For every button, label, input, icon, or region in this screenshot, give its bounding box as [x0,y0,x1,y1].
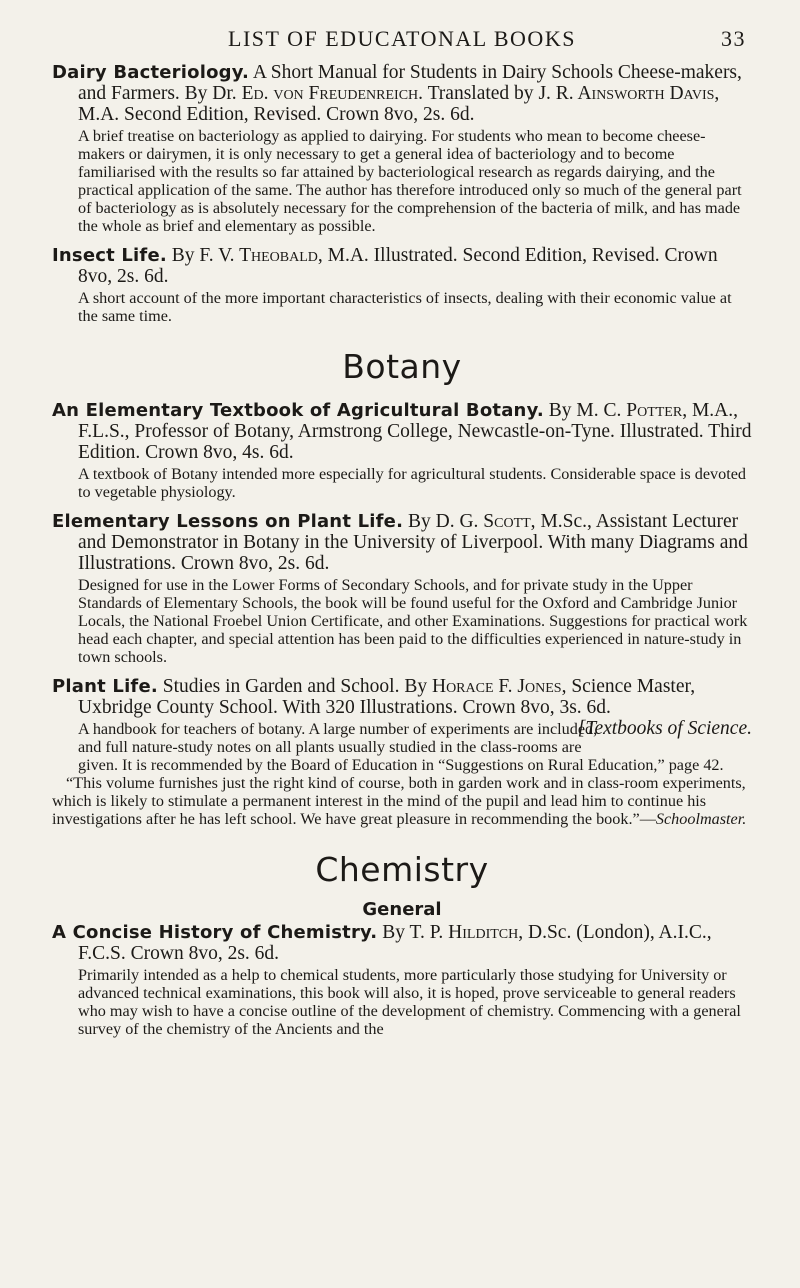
book-description: Primarily intended as a help to chemical students, more particularly those studying for University or advanced technical examinations, this book will also, it is hoped, prove serviceable to general readers who may wish to have a concise outline of the development of chemistry. Commencing with a general survey of the chemistry of the Ancients and the [78,966,741,1038]
book-heading [52,400,752,463]
section-title-botany: Botany [342,347,462,386]
book-heading [52,676,752,739]
book-title: Plant Life. [52,676,158,697]
subsection-title-general: General [362,899,442,920]
book-description: A textbook of Botany intended more especially for agricultural students. Considerable space is devoted to vegetable physiology. [78,465,747,501]
book-byline: M.A. Illustrated. Second Edition, Revised. Crown 8vo, 2s. 6d. [78,245,718,287]
book-byline: D.Sc. (London), A.I.C., F.C.S. Crown 8vo, 2s. 6d. [78,922,712,964]
book-byline: A Short Manual for Students in Dairy Schools Cheese-makers, and Farmers. By Dr. [78,62,742,104]
book-author: J. R. Ainsworth Davis, [538,83,720,104]
book-heading [52,922,752,964]
book-author: Hilditch, [448,922,524,943]
book-byline: Science Master, Uxbridge County School. With 320 Illustrations. Crown 8vo, 3s. 6d. [78,676,696,718]
review-quote [52,774,752,828]
book-entry-history-chemistry [52,922,752,1038]
book-entry-plant-life [52,676,752,828]
book-description: A handbook for teachers of botany. A large number of experiments are included, and full nature-study notes on all plants usually studied in the class-rooms are given. It is recommended by the Board of Education in “Suggestions on Rural Education,” page 42. [78,720,724,774]
book-byline: Translated by [423,83,539,104]
series-name: [Textbooks of Science. [577,718,752,739]
book-author: Scott, [483,511,536,532]
book-byline: M.A., F.L.S., Professor of Botany, Armstrong College, Newcastle-on-Tyne. Illustrated. Third Edition. Crown 8vo, 4s. 6d. [78,400,752,463]
book-byline: By T. P. [377,922,449,943]
book-title: An Elementary Textbook of Agricultural Botany. [52,400,544,421]
book-heading [52,245,752,287]
book-entry-agricultural-botany [52,400,752,501]
book-byline: M.Sc., Assistant Lecturer and Demonstrator in Botany in the University of Liverpool. With many Diagrams and Illustrations. Crown 8vo, 2s. 6d. [78,511,748,574]
book-author: Ed. von Freudenreich. [241,83,424,104]
running-head-title: LIST OF EDUCATONAL BOOKS [228,26,576,51]
book-entry-insect-life [52,245,752,325]
book-byline: Studies in Garden and School. By [157,676,432,697]
section-title-chemistry: Chemistry [315,850,489,889]
running-head [52,26,752,62]
quote-source: Schoolmaster. [655,810,747,828]
book-author: Potter, [626,400,688,421]
quote-text: “This volume furnishes just the right kind of course, both in garden work and in class-room experiments, which is likely to stimulate a permanent interest in the mind of the pupil and lead him to continue his investigations after he has left school. We have great pleasure in recommending the book.”— [52,774,746,828]
book-title: A Concise History of Chemistry. [52,922,378,943]
book-description: A short account of the more important characteristics of insects, dealing with their economic value at the same time. [78,289,732,325]
book-byline: By M. C. [543,400,627,421]
book-entry-dairy-bacteriology [52,62,752,235]
page-number: 33 [721,26,746,51]
book-description: Designed for use in the Lower Forms of Secondary Schools, and for private study in the Upper Standards of Elementary Schools, the book will be found useful for the Oxford and Cambridge Junior Locals, the National Froebel Union Certificate, and other Examinations. Suggestions for practical work head each chapter, and special attention has been paid to the difficulties experienced in nature-study in town schools. [78,576,748,666]
book-byline: By D. G. [403,511,484,532]
book-byline: M.A. Second Edition, Revised. Crown 8vo, 2s. 6d. [78,104,475,125]
book-byline: By [166,245,200,266]
book-title: Dairy Bacteriology. [52,62,250,83]
book-author: Horace F. Jones, [431,676,567,697]
book-description: A brief treatise on bacteriology as applied to dairying. For students who mean to become cheese-makers or dairymen, it is only necessary to get a general idea of bacteriology and to become familiarised with the results so far attained by bacteriological research as regards dairying, and the practical application of the same. The author has therefore introduced only so much of the general part of bacteriology as is absolutely necessary for the comprehension of the bacteria of milk, and has made the whole as brief and elementary as possible. [78,127,742,235]
book-title: Elementary Lessons on Plant Life. [52,511,404,532]
book-author: F. V. Theobald, [199,245,323,266]
book-heading [52,62,752,125]
book-title: Insect Life. [52,245,167,266]
book-entry-lessons-plant-life [52,511,752,666]
book-heading [52,511,752,574]
